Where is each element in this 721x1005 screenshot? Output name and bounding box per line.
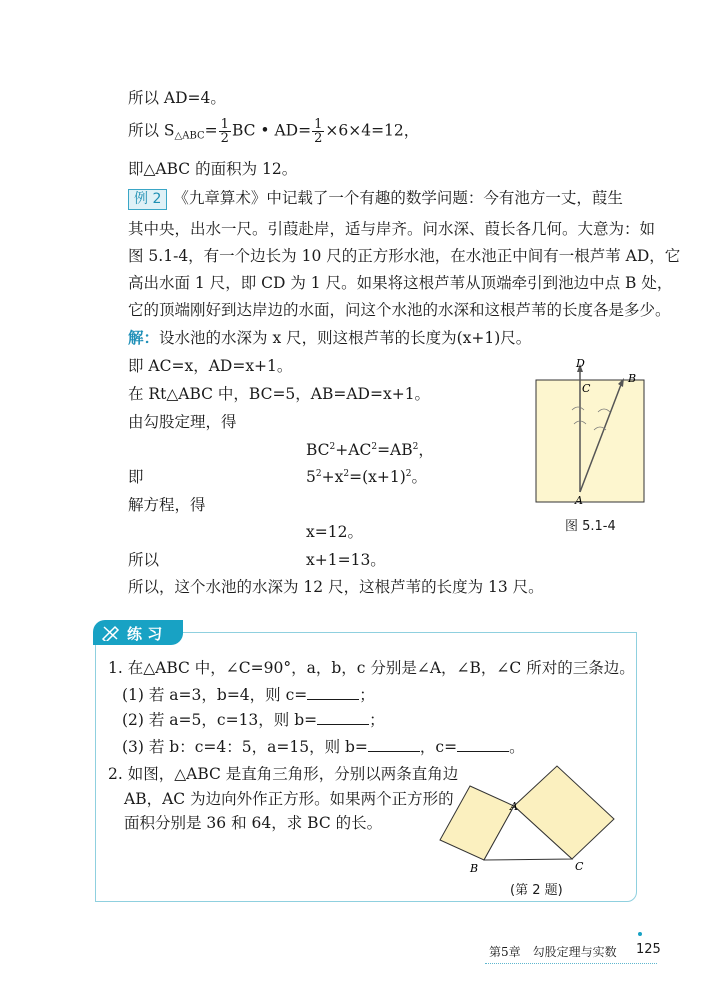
label-q2-c: C [575,860,584,873]
solution-label: 解： [128,329,160,347]
answer-blank[interactable] [317,710,369,725]
solution-conclusion: 所以，这个水池的水深为 12 尺，这根芦苇的长度为 13 尺。 [128,578,544,596]
solution-line-3: 在 Rt△ABC 中，BC=5，AB=AD=x+1。 [128,385,431,403]
label-d: D [576,357,585,370]
label-q2-b: B [470,862,479,875]
fraction-half-1: $\frac{1}{2}$ [220,117,229,146]
area-end: ×6×4=12， [325,121,420,140]
practice-q2-line1: 2. 如图，△ABC 是直角三角形，分别以两条直角边 [108,765,459,783]
practice-q1a: (1) 若 a=3，b=4，则 c= ； [122,686,375,704]
solution-line-2: 即 AC=x，AD=x+1。 [128,357,293,375]
pencil-ruler-icon [101,623,121,645]
label-c: C [582,382,591,395]
equation-x-plus-1: x+1=13。 [306,551,386,569]
solution-ji-label: 即 [128,468,144,486]
pool-rect [536,380,644,502]
area-mid: BC • AD= [231,121,312,140]
solution-line-1: 解：设水池的水深为 x 尺，则这根芦苇的长度为(x+1)尺。 [128,329,532,347]
line-area-result: 即△ABC 的面积为 12。 [128,160,298,178]
practice-q2-line3: 面积分别是 36 和 64，求 BC 的长。 [124,814,383,832]
label-b: B [628,372,637,385]
footer-chapter: 第5章 勾股定理与实数 [489,945,617,959]
line-area-formula [128,118,419,145]
label-a: A [575,494,583,507]
practice-header [93,620,183,645]
answer-blank[interactable] [368,737,420,752]
practice-q1: 1. 在△ABC 中，∠C=90°，a，b，c 分别是∠A，∠B，∠C 所对的三条边。 [108,659,635,677]
line-ad: 所以 AD=4。 [128,89,226,107]
footer-line [485,963,657,964]
example-line-1: 例 2 《九章算术》中记载了一个有趣的数学问题：今有池方一丈，葭生 [128,186,623,210]
answer-blank[interactable] [307,685,359,700]
footer-dot [638,932,642,936]
figure-pool-diagram [520,352,660,512]
example-line-5: 它的顶端刚好到达岸边的水面，问这个水池的水深和这根芦苇的长度各是多少。 [128,301,671,319]
practice-title: 练 习 [127,625,163,643]
area-eq: = [204,121,218,140]
example-line-2: 其中央，出水一尺。引葭赴岸，适与岸齐。问水深、葭长各几何。大意为：如 [128,220,656,238]
example-tag: 例 2 [128,189,167,210]
figure-squares-diagram [432,758,632,876]
solution-line-6: 解方程，得 [128,496,206,514]
fraction-half-2: $\frac{1}{2}$ [314,117,323,146]
example-line-4: 高出水面 1 尺，即 CD 为 1 尺。如果将这根芦苇从顶端牵引到池边中点 B 处， [128,274,673,292]
area-prefix: 所以 S [128,121,175,140]
label-q2-a: A [510,800,518,813]
practice-q1b: (2) 若 a=5，c=13，则 b= ； [122,711,385,729]
area-subscript: △ABC [174,130,205,142]
solution-suoyi-label: 所以 [128,551,160,569]
figure-caption: 图 5.1-4 [565,519,616,534]
equation-substituted: $5^2+x^2=(x+1)^2$。 [306,468,427,486]
example-line-3: 图 5.1-4，有一个边长为 10 尺的正方形水池，在水池正中间有一根芦苇 AD，它 [128,247,681,265]
practice-q2-line2: AB，AC 为边向外作正方形。如果两个正方形的 [124,790,454,808]
practice-q1c: (3) 若 b：c=4：5，a=15，则 b= ，c= 。 [122,738,525,756]
equation-pythagoras: $BC^2+AC^2=AB^2$， [306,441,434,459]
page-number: 125 [636,942,661,957]
figure-q2-caption: (第 2 题) [510,883,563,898]
solution-line-4: 由勾股定理，得 [128,413,237,431]
equation-x: x=12。 [306,523,363,541]
answer-blank[interactable] [457,737,509,752]
